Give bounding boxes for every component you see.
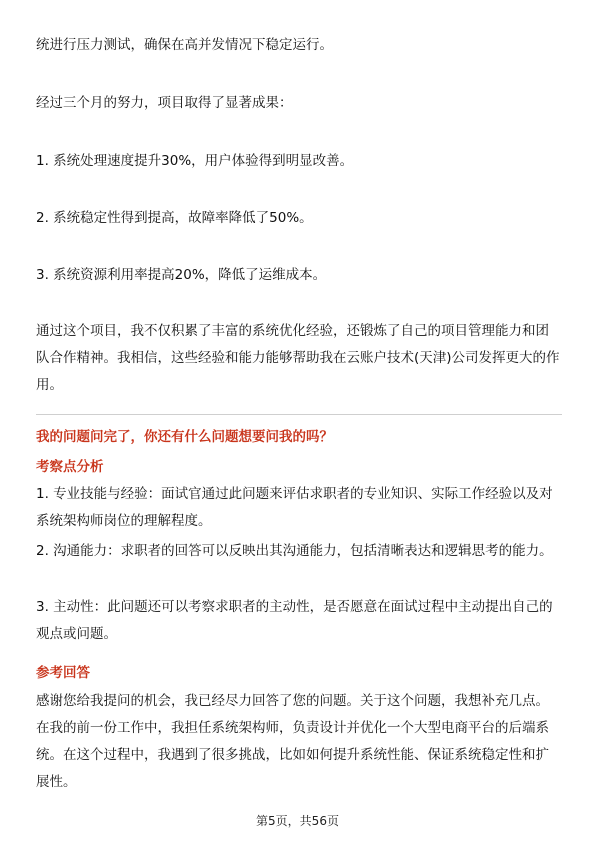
section-divider (36, 414, 562, 415)
result-item: 3. 系统资源利用率提高20%，降低了运维成本。 (36, 267, 327, 283)
analysis-point: 1. 专业技能与经验：面试官通过此问题来评估求职者的专业知识、实际工作经验以及对系统架构师岗位的理解程度。 (36, 486, 553, 529)
question-title: 我的问题问完了，你还有什么问题想要问我的吗？ (36, 429, 333, 445)
answer-paragraph: 感谢您给我提问的机会，我已经尽力回答了您的问题。关于这个问题，我想补充几点。在我的前一份工作中，我担任系统架构师，负责设计并优化一个大型电商平台的后端系统。在这个过程中，我遇到了很多挑战，比如如何提升系统性能、保证系统稳定性和扩展性。 (36, 693, 549, 790)
result-item: 1. 系统处理速度提升30%，用户体验得到明显改善。 (36, 153, 354, 169)
analysis-point: 3. 主动性：此问题还可以考察求职者的主动性，是否愿意在面试过程中主动提出自己的观点或问题。 (36, 599, 553, 642)
paragraph-continuation: 统进行压力测试，确保在高并发情况下稳定运行。 (36, 37, 333, 53)
page-number: 第5页，共56页 (256, 814, 339, 828)
analysis-heading: 考察点分析 (36, 459, 104, 475)
answer-heading: 参考回答 (36, 665, 90, 681)
result-item: 2. 系统稳定性得到提高，故障率降低了50%。 (36, 210, 313, 226)
conclusion-paragraph: 通过这个项目，我不仅积累了丰富的系统优化经验，还锻炼了自己的项目管理能力和团队合作精神。我相信，这些经验和能力能够帮助我在云账户技术(天津)公司发挥更大的作用。 (36, 323, 560, 393)
analysis-point: 2. 沟通能力：求职者的回答可以反映出其沟通能力，包括清晰表达和逻辑思考的能力。 (36, 543, 553, 559)
results-intro: 经过三个月的努力，项目取得了显著成果： (36, 95, 293, 111)
